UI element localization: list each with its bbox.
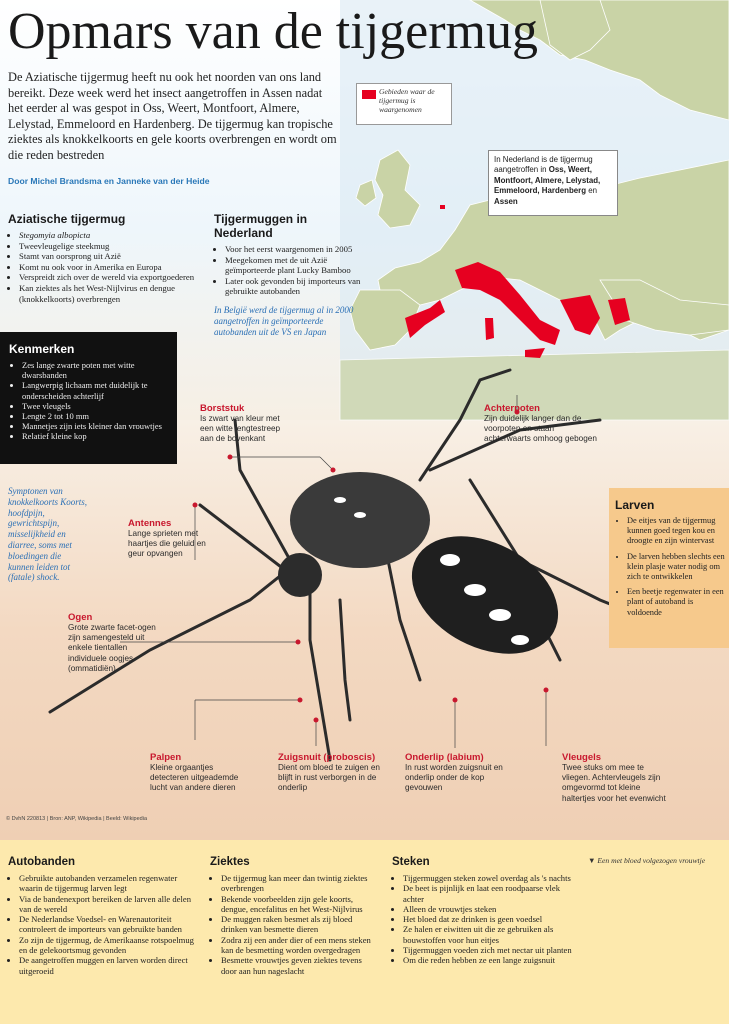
ogen-text: Grote zwarte facet-ogen zijn samengesteld uit enkele tientallen individuele oogjes (ommatidiën) — [68, 623, 156, 673]
vleugels-title: Vleugels — [562, 752, 602, 763]
aziatische-heading: Aziatische tijgermug — [8, 212, 126, 226]
label-vleugels — [562, 752, 672, 804]
list-item: • De aangetroffen muggen en larven worden direct uitgeroeid — [19, 955, 198, 976]
vleugels-text: Twee stuks om mee te vliegen. Achtervleugels zijn omgevormd tot kleine haltertjes voor het evenwicht — [562, 763, 666, 803]
page-title: Opmars van de tijgermug — [8, 3, 538, 60]
ziektes-list — [210, 873, 378, 976]
autobanden-list — [8, 873, 198, 976]
caption-arrow-icon: ▼ — [588, 856, 598, 865]
list-item: • Bekende voorbeelden zijn gele koorts, dengue, encefalitus en het West-Nijlvirus — [221, 894, 378, 915]
list-item: • Verspreidt zich over de wereld via exportgoederen — [19, 272, 203, 283]
larven-box — [609, 488, 729, 648]
netherlands-callout — [488, 150, 618, 216]
kenmerken-list — [0, 360, 177, 442]
list-item: • Meegekomen met de uit Azië geïmporteerde plant Lucky Bamboo — [225, 255, 364, 276]
kenmerken-heading: Kenmerken — [9, 342, 75, 356]
borststuk-text: Is zwart van kleur met een witte lengtestreep aan de bovenkant — [200, 414, 281, 444]
list-item: • Zo zijn de tijgermug, de Amerikaanse rotspoelmug en de gelekoortsmug gevonden — [19, 935, 198, 956]
nl-lead: In Nederland is de tijgermug aangetroffen in — [494, 155, 593, 175]
list-item: • Het bloed dat ze drinken is geen voedsel — [403, 914, 582, 924]
photo-caption — [588, 856, 708, 865]
aziatische-list — [8, 230, 203, 304]
achterpoten-text: Zijn duidelijk langer dan de voorpoten en staan achterwaarts omhoog gebogen — [484, 414, 597, 444]
list-item: • Kan ziektes als het West-Nijlvirus en dengue (knokkelkoorts) overbrengen — [19, 283, 203, 304]
legend-text: Gebieden waar de tijgermug is waargenomen — [379, 87, 435, 115]
list-item: • Komt nu ook voor in Amerika en Europa — [19, 262, 203, 273]
steken-list — [392, 873, 582, 966]
achterpoten-title: Achterpoten — [484, 403, 540, 414]
autobanden-heading: Autobanden — [8, 856, 76, 868]
ziektes-section — [210, 856, 378, 976]
list-item: • Tijgermuggen voeden zich met nectar uit planten — [403, 945, 582, 955]
list-item: • Stamt van oorsprong uit Azië — [19, 251, 203, 262]
list-item: • De tijgermug kan meer dan twintig ziektes overbrengen — [221, 873, 378, 894]
list-item: • De eitjes van de tijgermug kunnen goed tegen kou en droogte en zijn wintervast — [627, 516, 729, 547]
larven-heading: Larven — [615, 498, 655, 512]
label-achterpoten — [484, 403, 602, 445]
list-item: • Besmette vrouwtjes geven ziektes tevens door aan hun nageslacht — [221, 955, 378, 976]
intro-text: De Aziatische tijgermug heeft nu ook het noorden van ons land bereikt. Deze week werd het insect aangetroffen in Assen nadat het eerder al was gespot in Oss, Weert, Montfoort, Almere, Lelystad, Emmeloord en Hardenberg. De tijgermug kan tropische ziektes als knokkelkoorts en gele koorts overbrengen en wordt om die reden bestreden — [8, 70, 337, 162]
larven-list — [609, 516, 729, 618]
steken-section — [392, 856, 582, 966]
onderlip-text: In rust worden zuigsnuit en onderlip onder de kop gevouwen — [405, 763, 503, 793]
nl-places: Oss, Weert, Montfoort, Almere, Lelystad, Emmeloord, Hardenberg — [494, 165, 601, 196]
ogen-title: Ogen — [68, 612, 93, 623]
belgie-note: In België werd de tijgermug al in 2000 aangetroffen in geïmporteerde autobanden uit de VS en Japan — [214, 304, 354, 337]
map-legend — [356, 83, 452, 125]
label-onderlip — [405, 752, 520, 794]
list-item: • Lengte 2 tot 10 mm — [22, 411, 177, 421]
onderlip-title: Onderlip (labium) — [405, 752, 484, 763]
list-item: • Tijgermuggen steken zowel overdag als 's nachts — [403, 873, 582, 883]
byline: Door Michel Brandsma en Janneke van der Heide — [8, 176, 210, 186]
caption-text: Een met bloed volgezogen vrouwtje — [597, 856, 706, 865]
list-item: • Relatief kleine kop — [22, 431, 177, 441]
autobanden-section — [8, 856, 198, 976]
credits: © DvhN 220813 | Bron: ANP, Wikipedia | Beeld: Wikipedia — [6, 816, 148, 822]
antennes-title: Antennes — [128, 518, 172, 529]
label-ogen — [68, 612, 158, 674]
symptomen-note: Symptonen van knokkelkoorts Koorts, hoofdpijn, gewrichtspijn, misselijkheid en diarree, soms met bloedingen die kunnen leiden tot (fatale) shock. — [8, 486, 87, 583]
list-item: • Alleen de vrouwtjes steken — [403, 904, 582, 914]
list-item: • De Nederlandse Voedsel- en Warenautoriteit controleert de importeurs van gebruikte banden — [19, 914, 198, 935]
nl-en: en — [586, 186, 598, 196]
list-item: • Een beetje regenwater in een plant of autoband is voldoende — [627, 587, 729, 618]
aziatische-section — [8, 212, 203, 304]
list-item: • De larven hebben slechts een klein plasje water nodig om zich te ontwikkelen — [627, 552, 729, 583]
list-item: • Mannetjes zijn iets kleiner dan vrouwtjes — [22, 421, 177, 431]
ziektes-heading: Ziektes — [210, 856, 250, 868]
zuigsnuit-title: Zuigsnuit (proboscis) — [278, 752, 376, 763]
mosquito-thorax — [290, 472, 430, 568]
list-item: • Zes lange zwarte poten met witte dwarsbanden — [22, 360, 177, 380]
label-antennes — [128, 518, 208, 560]
nederland-heading: Tijgermuggen in Nederland — [214, 212, 308, 240]
palpen-title: Palpen — [150, 752, 182, 763]
nl-last: Assen — [494, 196, 518, 206]
zuigsnuit-text: Dient om bloed te zuigen en blijft in rust verborgen in de onderlip — [278, 763, 380, 793]
antennes-text: Lange sprieten met haartjes die geluid en geur opvangen — [128, 529, 206, 559]
list-item: • Twee vleugels — [22, 401, 177, 411]
borststuk-title: Borststuk — [200, 403, 245, 414]
list-item: • De muggen raken besmet als zij bloed drinken van besmette dieren — [221, 914, 378, 935]
list-item: • Langwerpig lichaam met duidelijk te onderscheiden achterlijf — [22, 380, 177, 400]
list-item: • De beet is pijnlijk en laat een roodpaarse vlek achter — [403, 883, 582, 904]
list-item: • Zodra zij een ander dier of een mens steken kan de besmetting worden overgedragen — [221, 935, 378, 956]
legend-swatch — [362, 90, 376, 99]
list-item: • Om die reden hebben ze een lange zuigsnuit — [403, 955, 582, 965]
list-item: • Gebruikte autobanden verzamelen regenwater waarin de tijgermug larven legt — [19, 873, 198, 894]
label-zuigsnuit — [278, 752, 383, 794]
list-item: • Ze halen er eiwitten uit die ze gebruiken als bouwstoffen voor hun eitjes — [403, 924, 582, 945]
list-item: • Via de bandenexport bereiken de larven alle delen van de wereld — [19, 894, 198, 915]
nederland-section — [214, 212, 364, 337]
label-palpen — [150, 752, 240, 794]
list-item: • Stegomyia albopicta — [19, 230, 203, 241]
mosquito-head — [278, 553, 322, 597]
list-item: • Voor het eerst waargenomen in 2005 — [225, 244, 364, 255]
list-item: • Tweevleugelige steekmug — [19, 241, 203, 252]
kenmerken-box — [0, 332, 177, 464]
palpen-text: Kleine orgaantjes detecteren uitgeademde lucht van andere dieren — [150, 763, 239, 793]
list-item: • Later ook gevonden bij importeurs van gebruikte autobanden — [225, 276, 364, 297]
label-borststuk — [200, 403, 290, 445]
nederland-list — [214, 244, 364, 297]
steken-heading: Steken — [392, 856, 430, 868]
